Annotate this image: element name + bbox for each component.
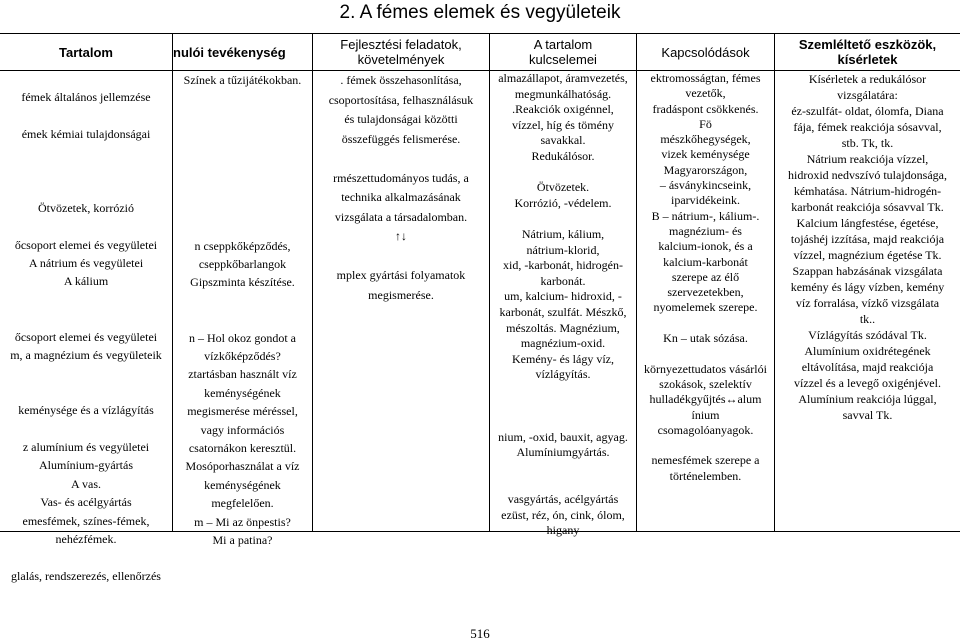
cell-line: z alumínium és vegyületei [22, 439, 150, 454]
cell-line: vízzel, híg és tömény [512, 117, 614, 132]
cell-line [173, 218, 312, 236]
cell-line [0, 70, 172, 88]
cell-line: megismerése. [368, 287, 434, 302]
cell-line: magnézium- és [669, 223, 742, 238]
cell-line: nyomelemek szerepe. [653, 300, 758, 315]
tanuloi-column [173, 71, 312, 549]
cell-line: csatornákon keresztül. [188, 440, 297, 455]
cell-line: Nátrium reakciója vízzel, [806, 152, 929, 166]
cell-line: Kísérletek a redukálósor [808, 72, 927, 86]
header-kapcsolodasok: Kapcsolódások [661, 45, 750, 60]
cell-line: higany [546, 523, 580, 538]
cell-line: ektromosságtan, fémes [650, 71, 761, 85]
cell-line: savakkal. [540, 133, 586, 148]
cell-line: stb. Tk, tk. [841, 136, 894, 150]
cell-line: emesfémek, színes-fémek, [22, 513, 150, 528]
fejlesztesi-column [313, 71, 489, 305]
cell-line [0, 364, 172, 382]
cell-line: A kálium [63, 274, 109, 289]
cell-line: fradáspont csökkenés. [652, 101, 759, 116]
cell-line [173, 292, 312, 310]
cell-line: kalcium-ionok, és a [658, 239, 753, 254]
header-szemlelteto-line2: kísérletek [837, 52, 898, 67]
cell-line: vízzel, magnézium égetése Tk. [793, 248, 942, 262]
cell-line: magnézium-oxid. [520, 336, 606, 351]
cell-line [173, 126, 312, 144]
cell-line [173, 108, 312, 126]
cell-line: szervezetekben, [667, 285, 744, 300]
cell-line: B – nátrium-, kálium-. [651, 208, 760, 223]
cell-line [637, 438, 774, 453]
cell-line: almazállapot, áramvezetés, [498, 71, 628, 85]
cell-line [0, 180, 172, 198]
cell-line: Alumínium oxidrétegének [804, 344, 931, 358]
cell-line: szerepe az élő [671, 269, 740, 284]
cell-line: nátrium-klorid, [526, 242, 600, 257]
cell-line: Korrózió, -védelem. [514, 195, 612, 210]
header-kulcselemei-line1: A tartalom [533, 37, 593, 52]
cell-line: hulladékgyűjtés↔alum [649, 392, 762, 407]
cell-line: Kalcium lángfestése, égetése, [796, 216, 939, 230]
cell-line [637, 346, 774, 361]
tartalom-column [0, 70, 172, 585]
header-fejlesztesi-line1: Fejlesztési feladatok, [340, 37, 462, 52]
cell-line [173, 163, 312, 181]
cell-line: n – Hol okoz gondot a [189, 330, 296, 345]
cell-line: történelemben. [669, 468, 742, 483]
cell-line: összefüggés felismerése. [341, 131, 461, 146]
cell-line: Redukálósor. [531, 148, 595, 163]
header-fejlesztesi [313, 37, 489, 67]
cell-line [490, 211, 636, 227]
cell-line: Kemény- és lágy víz, [512, 351, 614, 366]
cell-line: keménységének [204, 385, 281, 400]
cell-line: Mosóporhasználat a víz [185, 459, 300, 474]
cell-line: nehézfémek. [55, 531, 117, 546]
cell-line: mészkőhegységek, [660, 132, 751, 147]
kulcselemei-column [490, 71, 636, 539]
header-kulcselemei [490, 37, 636, 67]
cell-line: technika alkalmazásának [341, 190, 461, 204]
cell-line: Mi a patina? [212, 533, 273, 547]
cell-line: keménységének [204, 477, 281, 492]
cell-line [313, 247, 489, 267]
header-szemlelteto-line1: Szemléltető eszközök, [798, 37, 937, 52]
cell-line [0, 144, 172, 162]
cell-line: xid, -karbonát, hidrogén- [503, 258, 623, 273]
table-top-border [0, 33, 960, 34]
cell-line: tk.. [859, 312, 876, 326]
cell-line: Gipszminta készítése. [190, 275, 295, 290]
cell-line: karbonát, szulfát. Mészkő, [499, 304, 627, 319]
page-title: 2. A fémes elemek és vegyületeik [339, 2, 621, 23]
cell-line: ezüst, réz, ón, cink, ólom, [501, 507, 625, 522]
cell-line: csoportosítása, felhasználásuk [328, 92, 474, 107]
cell-line: Szappan habzásának vizsgálata [792, 264, 943, 278]
cell-line: m – Mi az önpestis? [194, 514, 291, 529]
cell-line: kémhatása. Nátrium-hidrogén- [793, 184, 942, 198]
cell-line: megismerése méréssel, [187, 404, 298, 419]
cell-line: n cseppkőképződés, [194, 238, 291, 253]
cell-line: vasgyártás, acélgyártás [507, 492, 619, 507]
cell-line: Alumínium reakciója lúggal, [798, 392, 937, 406]
cell-line: nemesfémek szerepe a [651, 453, 760, 468]
cell-line: . fémek összehasonlítása, [340, 73, 462, 87]
cell-line: keménysége és a vízlágyítás [18, 403, 154, 418]
cell-line: nium, -oxid, bauxit, agyag. [498, 429, 628, 444]
cell-line: Vas- és acélgyártás [40, 495, 132, 510]
cell-line: rmészettudományos tudás, a [333, 170, 469, 185]
szemlelteto-column [775, 71, 960, 423]
cell-line: vagy információs [200, 422, 285, 437]
header-szemlelteto [775, 37, 960, 67]
cell-line [173, 89, 312, 107]
cell-line: Alumínium-gyártás [39, 458, 133, 473]
cell-line [173, 181, 312, 199]
cell-line [313, 149, 489, 169]
cell-line [173, 310, 312, 328]
cell-line: savval Tk. [842, 408, 893, 422]
cell-line: Nátrium, kálium, [521, 226, 605, 241]
cell-line: glalás, rendszerezés, ellenőrzés [11, 568, 161, 583]
cell-line: cseppkőbarlangok [198, 256, 287, 271]
cell-line: vízkőképződés? [204, 348, 281, 363]
header-fejlesztesi-line2: követelmények [357, 52, 445, 67]
cell-line: eltávolítása, majd reakciója [801, 360, 934, 374]
cell-line: Alumíniumgyártás. [516, 445, 610, 460]
cell-line: tojáshéj izzítása, majd reakciója [790, 232, 945, 246]
cell-line: Vízlágyítás szódával Tk. [808, 328, 927, 342]
cell-line: émek kémiai tulajdonságai [21, 127, 151, 142]
cell-line: mészoltás. Magnézium, [506, 320, 620, 335]
header-tartalom: Tartalom [59, 45, 113, 60]
cell-line [0, 291, 172, 309]
header-tanuloi: nulói tevékenység [173, 45, 286, 60]
cell-line: éz-szulfát- oldat, ólomfa, Diana [791, 104, 944, 118]
cell-line: vizsgálatára: [837, 88, 898, 102]
cell-line: Magyarországon, [663, 162, 748, 177]
cell-line: ínium [691, 407, 720, 422]
cell-line [490, 476, 636, 492]
cell-line: um, kalcium- hidroxid, - [504, 289, 622, 304]
cell-line: környezettudatos vásárlói [644, 361, 767, 376]
cell-line: megfelelően. [211, 496, 274, 511]
cell-line: vizek keménysége [661, 147, 750, 162]
cell-line [0, 309, 172, 327]
cell-line: víz forralása, vízkő vizsgálata [795, 296, 940, 310]
cell-line: őcsoport elemei és vegyületei [14, 329, 158, 344]
cell-line [490, 414, 636, 430]
cell-line: hidroxid nedvszívó tulajdonsága, [788, 168, 947, 182]
cell-line [490, 398, 636, 414]
cell-line: szokások, szelektív [659, 376, 752, 391]
cell-line: ↑↓ [395, 229, 407, 243]
cell-line: Ötvözetek, korrózió [38, 200, 134, 215]
cell-line: megmunkálhatóság. [514, 86, 612, 101]
cell-line: karbonát. [540, 273, 586, 288]
cell-line: mplex gyártási folyamatok [336, 268, 466, 282]
cell-line [0, 162, 172, 180]
cell-line: karbonát reakciója sósavval Tk. [791, 200, 944, 214]
cell-line: fája, fémek reakciója sósavval, [793, 120, 942, 134]
cell-line [173, 145, 312, 163]
cell-line: fémek általános jellemzése [21, 90, 151, 105]
page-number: 516 [470, 626, 490, 641]
header-kulcselemei-line2: kulcselemei [529, 52, 597, 67]
cell-line: kemény és lágy vízben, kemény [790, 280, 945, 294]
cell-line: iparvidékeink. [671, 193, 740, 208]
cell-line: m, a magnézium és vegyületeik [10, 347, 162, 362]
cell-line: őcsoport elemei és vegyületei [14, 237, 158, 252]
cell-line: A vas. [71, 476, 101, 491]
cell-line [490, 461, 636, 477]
cell-line [637, 316, 774, 331]
cell-line [0, 383, 172, 401]
cell-line [490, 383, 636, 399]
cell-line: vizsgálata a társadalomban. [334, 209, 468, 224]
cell-line [490, 165, 636, 181]
cell-line: Kn – utak sózása. [663, 331, 748, 346]
cell-line [0, 217, 172, 235]
cell-line: Színek a tűzijátékokban. [183, 73, 302, 87]
cell-line: csomagolóanyagok. [657, 422, 754, 437]
cell-line [0, 420, 172, 438]
cell-line [173, 200, 312, 218]
cell-line: vízzel és a levegő oxigénjével. [794, 376, 941, 390]
kapcsolodasok-column [637, 71, 774, 484]
cell-line [0, 548, 172, 566]
cell-line: A nátrium és vegyületei [28, 255, 144, 270]
cell-line: ztartásban használt víz [188, 367, 297, 382]
cell-line [0, 107, 172, 125]
cell-line: és tulajdonságai közötti [344, 112, 458, 126]
cell-line: vízlágyítás. [535, 367, 591, 382]
cell-line: Fö [699, 116, 712, 131]
cell-line: .Reakciók oxigénnel, [512, 102, 614, 117]
cell-line: vezetők, [685, 86, 726, 101]
cell-line: – ásványkincseink, [659, 178, 752, 193]
cell-line: Ötvözetek. [536, 180, 590, 195]
cell-line: kalcium-karbonát [663, 254, 748, 269]
